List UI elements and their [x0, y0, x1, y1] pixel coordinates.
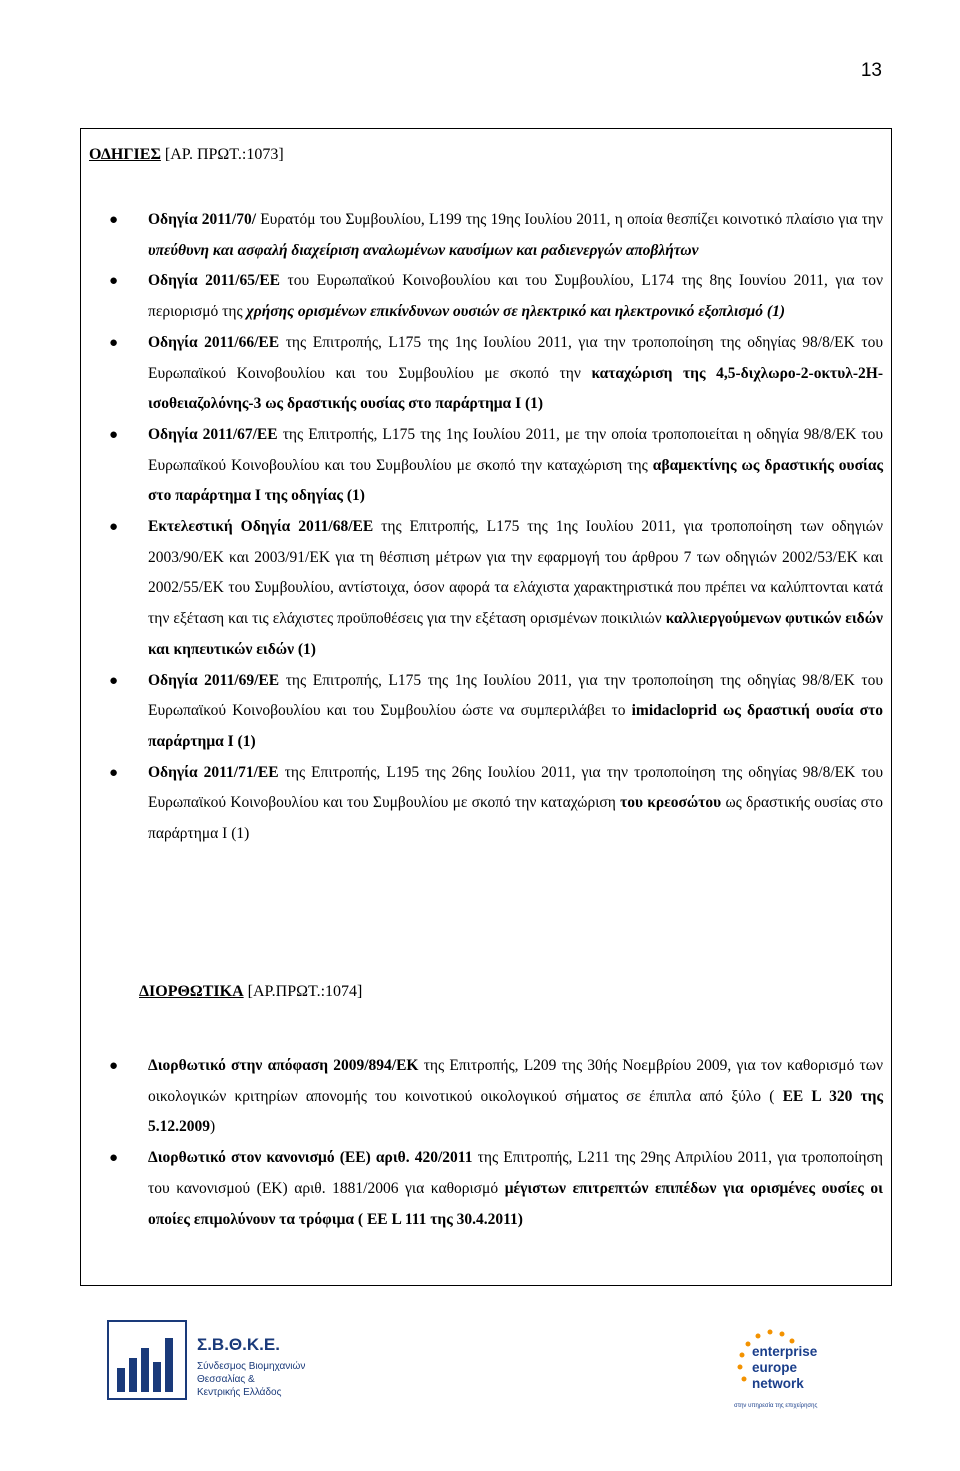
- logo-bar: [129, 1358, 137, 1392]
- bullet-icon: ●: [109, 212, 119, 228]
- item-title: Οδηγία 2011/66/ΕΕ: [148, 333, 280, 351]
- list-item: [109, 512, 883, 666]
- item-highlight: καλλιεργούμενων φυτικών ειδών και κηπευτικών ειδών (1): [148, 610, 883, 658]
- bullet-icon: ●: [109, 519, 119, 536]
- bullet-icon: ●: [109, 334, 119, 351]
- logo-tagline: στην υπηρεσία της επιχείρησης: [734, 1403, 818, 1409]
- section-heading-ref: [ΑΡ.ΠΡΩΤ.:1074]: [243, 983, 363, 1000]
- item-text: της Επιτροπής, L175 της 1ης Ιουλίου 2011, για τροποποίηση των οδηγιών 2003/90/ΕΚ και 2003/91/ΕΚ για τη θέσπιση μέτρων για την εφαρμογή του άρθρου 7 των οδηγιών 2002/53/ΕΚ και 2002/55/ΕΚ του Συμβουλίου, αντίστοιχα, όσον αφορά τα ελάχιστα χαρακτηριστικά που πρέπει να καλύπτονται κατά την εξέταση και τις ελάχιστες προϋποθέσεις για την εξέταση ορισμένων ποικιλιών: [148, 518, 883, 628]
- item-title: Διορθωτικό στην απόφαση 2009/894/ΕΚ: [148, 1057, 419, 1074]
- item-text: της Επιτροπής, L175 της 1ης Ιουλίου 2011, για την τροποποίηση της οδηγίας 98/8/ΕΚ του Ευρωπαϊκού Κοινοβουλίου και του Συμβουλίου ώστε να συμπεριλάβει το: [148, 671, 884, 720]
- logo-bar: [165, 1338, 173, 1392]
- item-title: Οδηγία 2011/69/ΕΕ: [148, 671, 280, 689]
- sbthke-logo: [107, 1320, 317, 1400]
- item-text: της Επιτροπής, L175 της 1ης Ιουλίου 2011, με την οποία τροποποιείται η οδηγία 98/8/ΕΚ του Ευρωπαϊκού Κοινοβουλίου και του Συμβουλίου με σκοπό την καταχώριση της: [148, 425, 884, 474]
- bullet-icon: ●: [109, 1150, 119, 1167]
- bullet-icon: ●: [109, 1058, 119, 1074]
- logo-line: Θεσσαλίας &: [197, 1374, 255, 1385]
- item-text: του Ευρωπαϊκού Κοινοβουλίου και του Συμβουλίου, L174 της 8ης Ιουνίου 2011, για τον περιορισμό της: [148, 272, 883, 321]
- logo-line: Κεντρικής Ελλάδος: [197, 1387, 282, 1398]
- list-item: [109, 1143, 883, 1235]
- item-title: Οδηγία 2011/71/ΕΕ: [148, 763, 279, 781]
- logo-bar: [117, 1368, 125, 1392]
- logo-title: Σ.Β.Θ.Κ.Ε.: [197, 1335, 280, 1354]
- list-item: [109, 1051, 883, 1143]
- section-heading-title: ΔΙΟΡΘΩΤΙΚΑ: [139, 983, 244, 1000]
- list-item: [109, 666, 884, 758]
- item-title: Οδηγία 2011/70/: [148, 211, 257, 228]
- page-number: 13: [860, 60, 882, 81]
- section-heading-corrigenda: [139, 983, 362, 1001]
- item-text: της Επιτροπής, L195 της 26ης Ιουλίου 2011, για την τροποποίηση της οδηγίας 98/8/ΕΚ του Ευρωπαϊκού Κοινοβουλίου και του Συμβουλίου με σκοπό την καταχώριση: [148, 763, 884, 812]
- section-heading-title: ΟΔΗΓΙΕΣ: [89, 146, 161, 163]
- item-highlight: ΕΕ L 320 της 5.12.2009: [148, 1087, 883, 1136]
- list-item: [109, 758, 884, 850]
- logo-bar: [141, 1348, 149, 1392]
- item-text: της Επιτροπής, L175 της 1ης Ιουλίου 2011, για την τροποποίηση της οδηγίας 98/8/ΕΚ του Ευρωπαϊκού Κοινοβουλίου και του Συμβουλίου με σκοπό την: [148, 333, 884, 382]
- item-highlight: αβαμεκτίνης ως δραστικής ουσίας στο παράρτημα Ι της οδηγίας (1): [148, 456, 884, 505]
- logo-bar: [153, 1362, 161, 1392]
- section-heading-directives: [89, 146, 284, 164]
- bullet-icon: ●: [109, 426, 119, 443]
- item-title: Οδηγία 2011/65/ΕΕ: [148, 272, 281, 290]
- bullet-icon: ●: [109, 672, 119, 689]
- bullet-icon: ●: [109, 273, 119, 290]
- item-title: Οδηγία 2011/67/ΕΕ: [148, 425, 278, 443]
- section-heading-ref: [ΑΡ. ΠΡΩΤ.:1073]: [160, 146, 284, 163]
- item-text: ): [210, 1118, 216, 1136]
- item-text: της Επιτροπής, L209 της 30ής Νοεμβρίου 2009, για τον καθορισμό των οικολογικών κριτηρίων απονομής του κοινοτικού οικολογικού σήματος σε έπιπλα από ξύλο (: [148, 1057, 883, 1105]
- list-item: [109, 328, 884, 420]
- item-highlight: μέγιστων επιτρεπτών επιπέδων για ορισμένες ουσίες οι οποίες επιμολύνουν τα τρόφιμα ( ΕΕ L 111 της 30.4.2011): [148, 1179, 883, 1228]
- list-item: [109, 420, 884, 512]
- logo-line: network: [752, 1376, 804, 1391]
- bullet-icon: ●: [109, 764, 119, 781]
- item-highlight: του κρεοσώτου: [620, 794, 722, 812]
- item-text: Ευρατόμ του Συμβουλίου, L199 της 19ης Ιουλίου 2011, η οποία θεσπίζει κοινοτικό πλαίσιο για την: [256, 211, 883, 228]
- logo-line: europe: [752, 1360, 798, 1375]
- item-highlight: imidacloprid ως δραστική ουσία στο παράρτημα Ι (1): [148, 702, 883, 750]
- corrigenda-list: [109, 1051, 883, 1235]
- list-item: [109, 205, 883, 266]
- item-text: ως δραστικής ουσίας στο παράρτημα Ι (1): [148, 794, 883, 843]
- item-title: Διορθωτικό στον κανονισμό (ΕΕ) αριθ. 420/2011: [148, 1149, 473, 1167]
- logo-line: enterprise: [752, 1344, 818, 1359]
- item-text: της Επιτροπής, L211 της 29ης Απριλίου 2011, για τροποποίηση του κανονισμού (ΕΚ) αριθ. 1881/2006 για καθορισμό: [148, 1149, 883, 1197]
- item-highlight: χρήσης ορισμένων επικίνδυνων ουσιών σε ηλεκτρικό και ηλεκτρονικό εξοπλισμό (1): [246, 303, 785, 321]
- een-logo: [726, 1328, 858, 1410]
- item-highlight: καταχώριση της 4,5-διχλωρο-2-οκτυλ-2Η-ισοθειαζολόνης-3 ως δραστικής ουσίας στο παράρτημα Ι (1): [148, 364, 883, 413]
- item-highlight: υπεύθυνη και ασφαλή διαχείριση αναλωμένων καυσίμων και ραδιενεργών αποβλήτων: [148, 241, 699, 259]
- list-item: [109, 266, 883, 327]
- logo-line: Σύνδεσμος Βιομηχανιών: [197, 1361, 306, 1372]
- directives-list: [109, 205, 884, 850]
- content-frame: [80, 128, 892, 1286]
- item-title: Εκτελεστική Οδηγία 2011/68/ΕΕ: [148, 518, 374, 536]
